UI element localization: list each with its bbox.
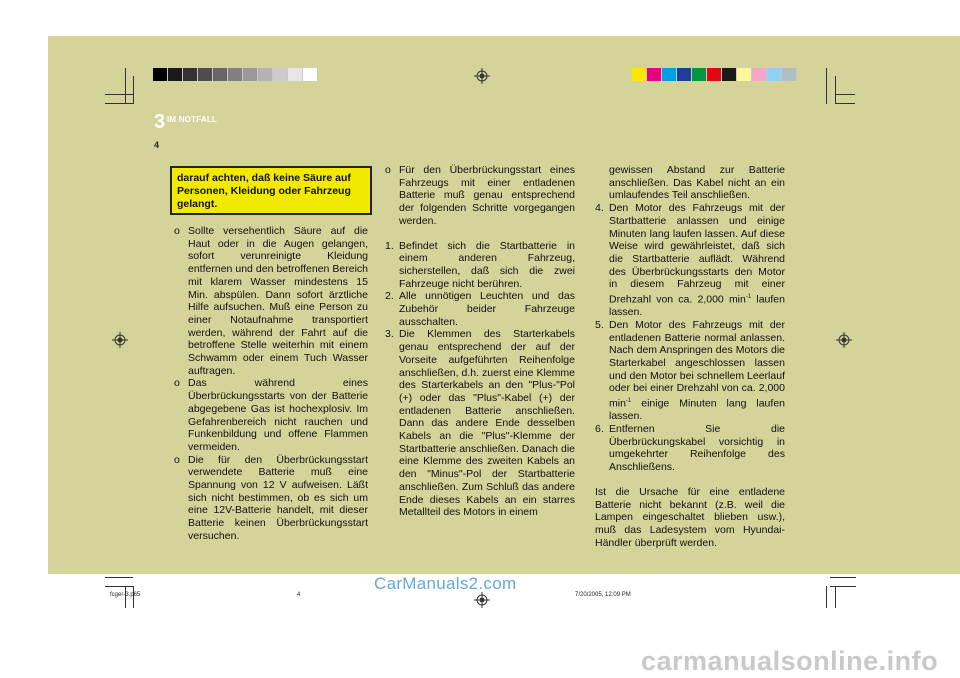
- step-text: Alle unnötigen Leuchten und das Zubehör beider Fahrzeuge ausschalten.: [399, 290, 575, 328]
- list-item-text: Die für den Überbrückungsstart verwendete Batterie muß eine Spannung von 12 V aufweisen. Läßt sich nicht bestimmen, ob es sich um eine 12V-Batterie handelt, mit dieser Batterie keinen Überbrückungsstart versuchen.: [188, 453, 368, 542]
- list-item-text: Für den Überbrückungsstart eines Fahrzeugs mit einer entladenen Batterie muß genau entsprechend der folgenden Schritte vorgegangen werden.: [399, 164, 575, 227]
- bullet: o: [174, 225, 180, 237]
- crop-mark: [835, 76, 836, 104]
- color-swatch: [288, 68, 303, 81]
- continued-text: [595, 164, 785, 202]
- color-swatch: [153, 68, 168, 81]
- watermark-footer[interactable]: carmanualsonline.info: [641, 646, 939, 676]
- crop-mark: [133, 76, 134, 104]
- step-item: [595, 423, 785, 474]
- crop-mark: [835, 586, 836, 608]
- list-item-text: Sollte versehentlich Säure auf die Haut oder in die Augen gelangen, sofort verunreinigte Kleidung entfernen und den betroffenen Bereich mit klarem Wasser mindestens 15 Min. abspülen. Dann sofort ärztliche Hilfe aufsuchen. Muß eine Person zu einer Notaufnahme transportiert werden, während der Fahrt auf die betroffene Stelle weiterhin mit einem Schwamm oder einem Tuch Wasser auftragen.: [188, 225, 368, 377]
- step-item: [385, 328, 575, 519]
- step-number: 4.: [595, 202, 604, 215]
- color-swatch: [198, 68, 213, 81]
- color-swatch: [303, 68, 318, 81]
- warning-box: darauf achten, daß keine Säure auf Personen, Kleidung oder Fahrzeug gelangt.: [170, 166, 372, 215]
- color-swatch: [632, 68, 647, 81]
- list-item: [174, 377, 368, 453]
- section-number: 3: [154, 111, 166, 133]
- color-swatch: [737, 68, 752, 81]
- color-swatch: [168, 68, 183, 81]
- step-text: Den Motor des Fahrzeugs mit der Startbatterie anlassen und einige Minuten lang laufen lassen. Auf diese Weise wird gewährleistet, daß sich die Startbatterie auflädt. Während des Überbrückungsstarts den Motor in diesem Fahrzeug mit einer Drehzahl von ca. 2,000 $\min^{-1}$ laufen lassen.: [609, 202, 785, 319]
- crop-mark: [830, 586, 856, 587]
- color-swatch: [782, 68, 797, 81]
- crop-mark: [105, 94, 133, 95]
- registration-mark-icon: [112, 332, 128, 348]
- crop-mark: [105, 586, 133, 587]
- closing-paragraph: Ist die Ursache für eine entladene Batterie nicht bekannt (z.B. weil die Lampen eingeschaltet blieben usw.), muß das Ladesystem vom Hyundai-Händler überprüft werden.: [595, 485, 785, 549]
- step-number: 2.: [385, 290, 394, 303]
- footer-timestamp: 7/20/2005, 12:09 PM: [575, 592, 631, 598]
- top-margin: [0, 0, 960, 36]
- column-2: [385, 164, 575, 519]
- step-number: 5.: [595, 318, 604, 331]
- registration-mark-icon: [474, 68, 490, 84]
- step-text: Den Motor des Fahrzeugs mit der entladenen Batterie normal anlassen. Nach dem Anspringen des Motors die Starterkabel angeschlossen lassen und den Motor bei schnellem Leerlauf oder bei einer Drehzahl von ca. 2,000 $\min^{-1}$ einige Minuten lang laufen lassen.: [609, 318, 785, 423]
- bullet: o: [174, 453, 180, 466]
- color-swatch: [722, 68, 737, 81]
- color-swatch: [183, 68, 198, 81]
- registration-mark-icon: [836, 332, 852, 348]
- continued-step-text: gewissen Abstand zur Batterie anschließen. Das Kabel nicht an ein umlaufendes Teil anschließen.: [609, 164, 785, 202]
- page-number: 4: [154, 140, 160, 150]
- color-swatch: [767, 68, 782, 81]
- footer-page-number: 4: [297, 592, 301, 598]
- step-number: 6.: [595, 423, 604, 436]
- crop-mark: [105, 577, 133, 578]
- registration-mark-icon: [474, 592, 490, 608]
- bullet: o: [174, 377, 180, 390]
- list-item: [174, 225, 368, 377]
- crop-mark: [835, 94, 855, 95]
- color-swatch: [707, 68, 722, 81]
- crop-mark: [125, 68, 126, 104]
- color-swatch: [213, 68, 228, 81]
- section-title: IM NOTFALL: [167, 115, 217, 124]
- crop-mark: [835, 103, 855, 104]
- color-swatch: [662, 68, 677, 81]
- crop-mark: [830, 577, 856, 578]
- list-item: [385, 164, 575, 228]
- color-swatch: [228, 68, 243, 81]
- bullet: o: [385, 164, 391, 176]
- step-item: [385, 290, 575, 328]
- watermark-link[interactable]: CarManuals2.com: [374, 574, 517, 593]
- crop-mark: [826, 68, 827, 104]
- color-swatch: [243, 68, 258, 81]
- step-text: Entfernen Sie die Überbrückungskabel vorsichtig in umgekehrter Reihenfolge des Anschließens.: [609, 423, 785, 474]
- color-swatch: [258, 68, 273, 81]
- step-number: 1.: [385, 239, 394, 252]
- column-1: [174, 225, 368, 543]
- color-swatch: [752, 68, 767, 81]
- list-item-text: Das während eines Überbrückungsstarts von der Batterie abgegebene Gas ist hochexplosiv. Im Gefahrenbereich nicht rauchen und Funkenbildung und offene Flammen vermeiden.: [188, 377, 368, 453]
- gray-color-bar: [153, 68, 318, 81]
- step-number: 3.: [385, 328, 394, 341]
- list-item: [174, 454, 368, 543]
- color-swatch: [677, 68, 692, 81]
- step-item: [595, 319, 785, 423]
- crop-mark: [105, 103, 133, 104]
- color-swatch: [692, 68, 707, 81]
- color-swatch: [647, 68, 662, 81]
- step-item: [385, 240, 575, 291]
- step-item: [595, 202, 785, 319]
- step-text: Befindet sich die Startbatterie in einem anderen Fahrzeug, sicherstellen, daß sich die zwei Fahrzeuge nicht berühren.: [399, 239, 575, 290]
- column-3: [595, 164, 785, 549]
- crop-mark: [826, 586, 827, 608]
- footer-filename: fcger-3.p65: [110, 592, 141, 598]
- process-color-bar: [632, 68, 797, 81]
- color-swatch: [273, 68, 288, 81]
- step-text: Die Klemmen des Starterkabels genau entsprechend der auf der Vorseite aufgeführten Reihenfolge anschließen, d.h. zuerst eine Klemme des Starterkabels an den "Plus-"Pol (+) oder das "Plus"-Kabel (+) der entladenen Batterie anschließen. Dann das andere Ende desselben Kabels an die "Plus"-Klemme der Startbatterie anschließen. Danach die eine Klemme des zweiten Kabels an den "Minus"-Pol der Startbatterie anschließen. Zum Schluß das andere Ende dieses Kabels an ein starres Metallteil des Motors in einem: [399, 328, 575, 519]
